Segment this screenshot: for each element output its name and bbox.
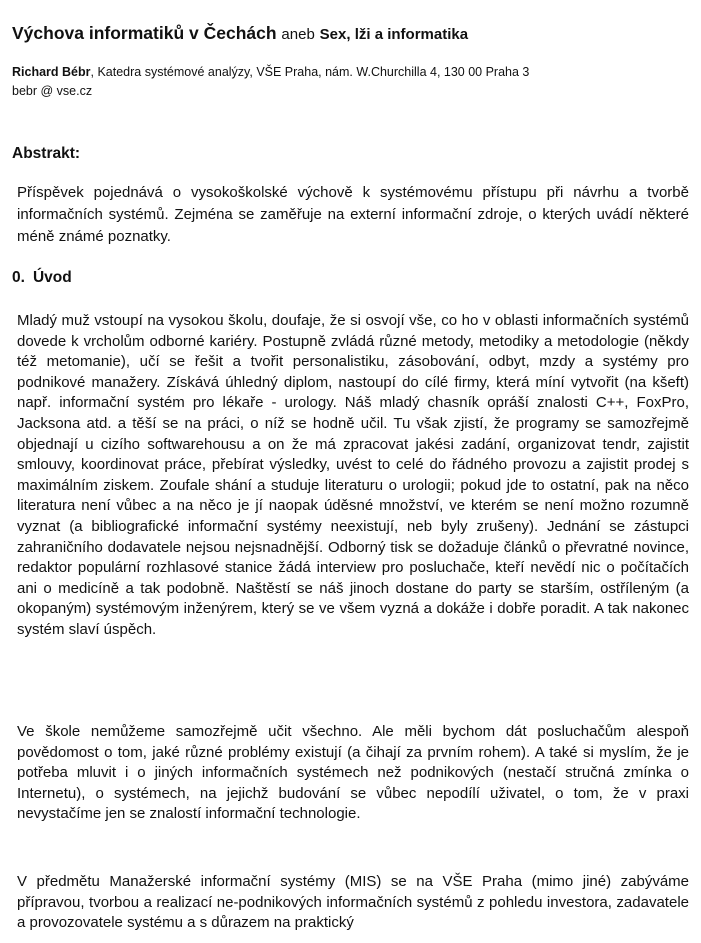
- abstract-heading: Abstrakt:: [12, 145, 81, 162]
- author-line: [12, 64, 529, 81]
- section-heading-intro: [12, 268, 72, 288]
- title-aneb: aneb: [281, 26, 315, 43]
- intro-paragraph-3: V předmětu Manažerské informační systémy (MIS) se na VŠE Praha (mimo jiné) zabýváme přípravou, tvorbou a realizací ne-podnikových informačních systémů z pohledu investora, zadavatele a provozovatele systému a s důrazem na praktický: [17, 873, 689, 932]
- title-main: Výchova informatiků v Čechách: [12, 23, 277, 43]
- section-number: 0.: [12, 269, 25, 286]
- abstract-text: Příspěvek pojednává o vysokoškolské výchově k systémovému přístupu při návrhu a tvorbě informačních systémů. Zejména se zaměřuje na externí informační zdroje, o kterých uvádí některé méně známé poznatky.: [17, 184, 689, 246]
- intro-paragraph-2: Ve škole nemůžeme samozřejmě učit všechno. Ale měli bychom dát posluchačům alespoň povědomost o tom, jaké různé problémy existují (a čihají za prvním rohem). A také si myslím, že je potřeba mluvit i o jiných informačních systémech než podnikových (nestačí stručná zmínka o Internetu), o systémech, na jejichž budování se vůbec nepodílí uživatel, o tom, že v praxi nevystačíme jen se znalostí informační technologie.: [17, 723, 689, 823]
- paper-title: [12, 22, 468, 46]
- author-affiliation: , Katedra systémové analýzy, VŠE Praha, nám. W.Churchilla 4, 130 00 Praha 3: [90, 65, 530, 79]
- author-email: bebr @ vse.cz: [12, 84, 93, 98]
- author-name: Richard Bébr: [12, 65, 91, 79]
- section-title: Úvod: [32, 269, 72, 286]
- title-subtitle: Sex, lži a informatika: [319, 26, 469, 43]
- intro-paragraph-1: Mladý muž vstoupí na vysokou školu, doufaje, že si osvojí vše, co ho v oblasti informačních systémů dovede k vrcholům odborné kariéry. Postupně zvládá různé metody, metodiky a metodologie (někdy též metomanie), učí se řešit a tvořit personalistiku, zásobování, odbyt, mzdy a systémy pro podnikové manažery. Získává úhledný diplom, nastoupí do cílé firmy, která míní vytvořit (na kšeft) např. informační systém pro lékaře - urology. Náš mladý chasník opráší znalosti C++, FoxPro, Jacksona atd. a těší se na práci, o níž se hodně učil. Tu však zjistí, že programy se samozřejmě objednají u cizího softwarehousu a on že má zpracovat jakési zadání, organizovat tendr, zajistit smlouvy, koordinovat práce, přebírat výsledky, uvést to celé do řádného provozu a zajistit prodej s maximálním ziskem. Zoufale shání a studuje literaturu o urologii; pokud jde to ostatní, pak na něco literatura není vůbec a na něco je jí naopak úděsné množství, ve kterém se není možno rozumně vyznat (a bibliografické informační systémy neexistují, neb byly zrušeny). Jednání se zástupci zahraničního dodavatele nejsou nejsnadnější. Odborný tisk se dožaduje článků o převratné novince, redaktor populární rozhlasové stanice žádá interview pro posluchače, kteří nevědí nic o počítačích ani o medicíně a tak podobně. Naštěstí se náš jinoch dostane do party se starším, ostříleným (a okopaným) systémovým inženýrem, který se ve všem vyzná a dokáže i dobře poradit. A tak nakonec systém slaví úspěch.: [17, 312, 689, 638]
